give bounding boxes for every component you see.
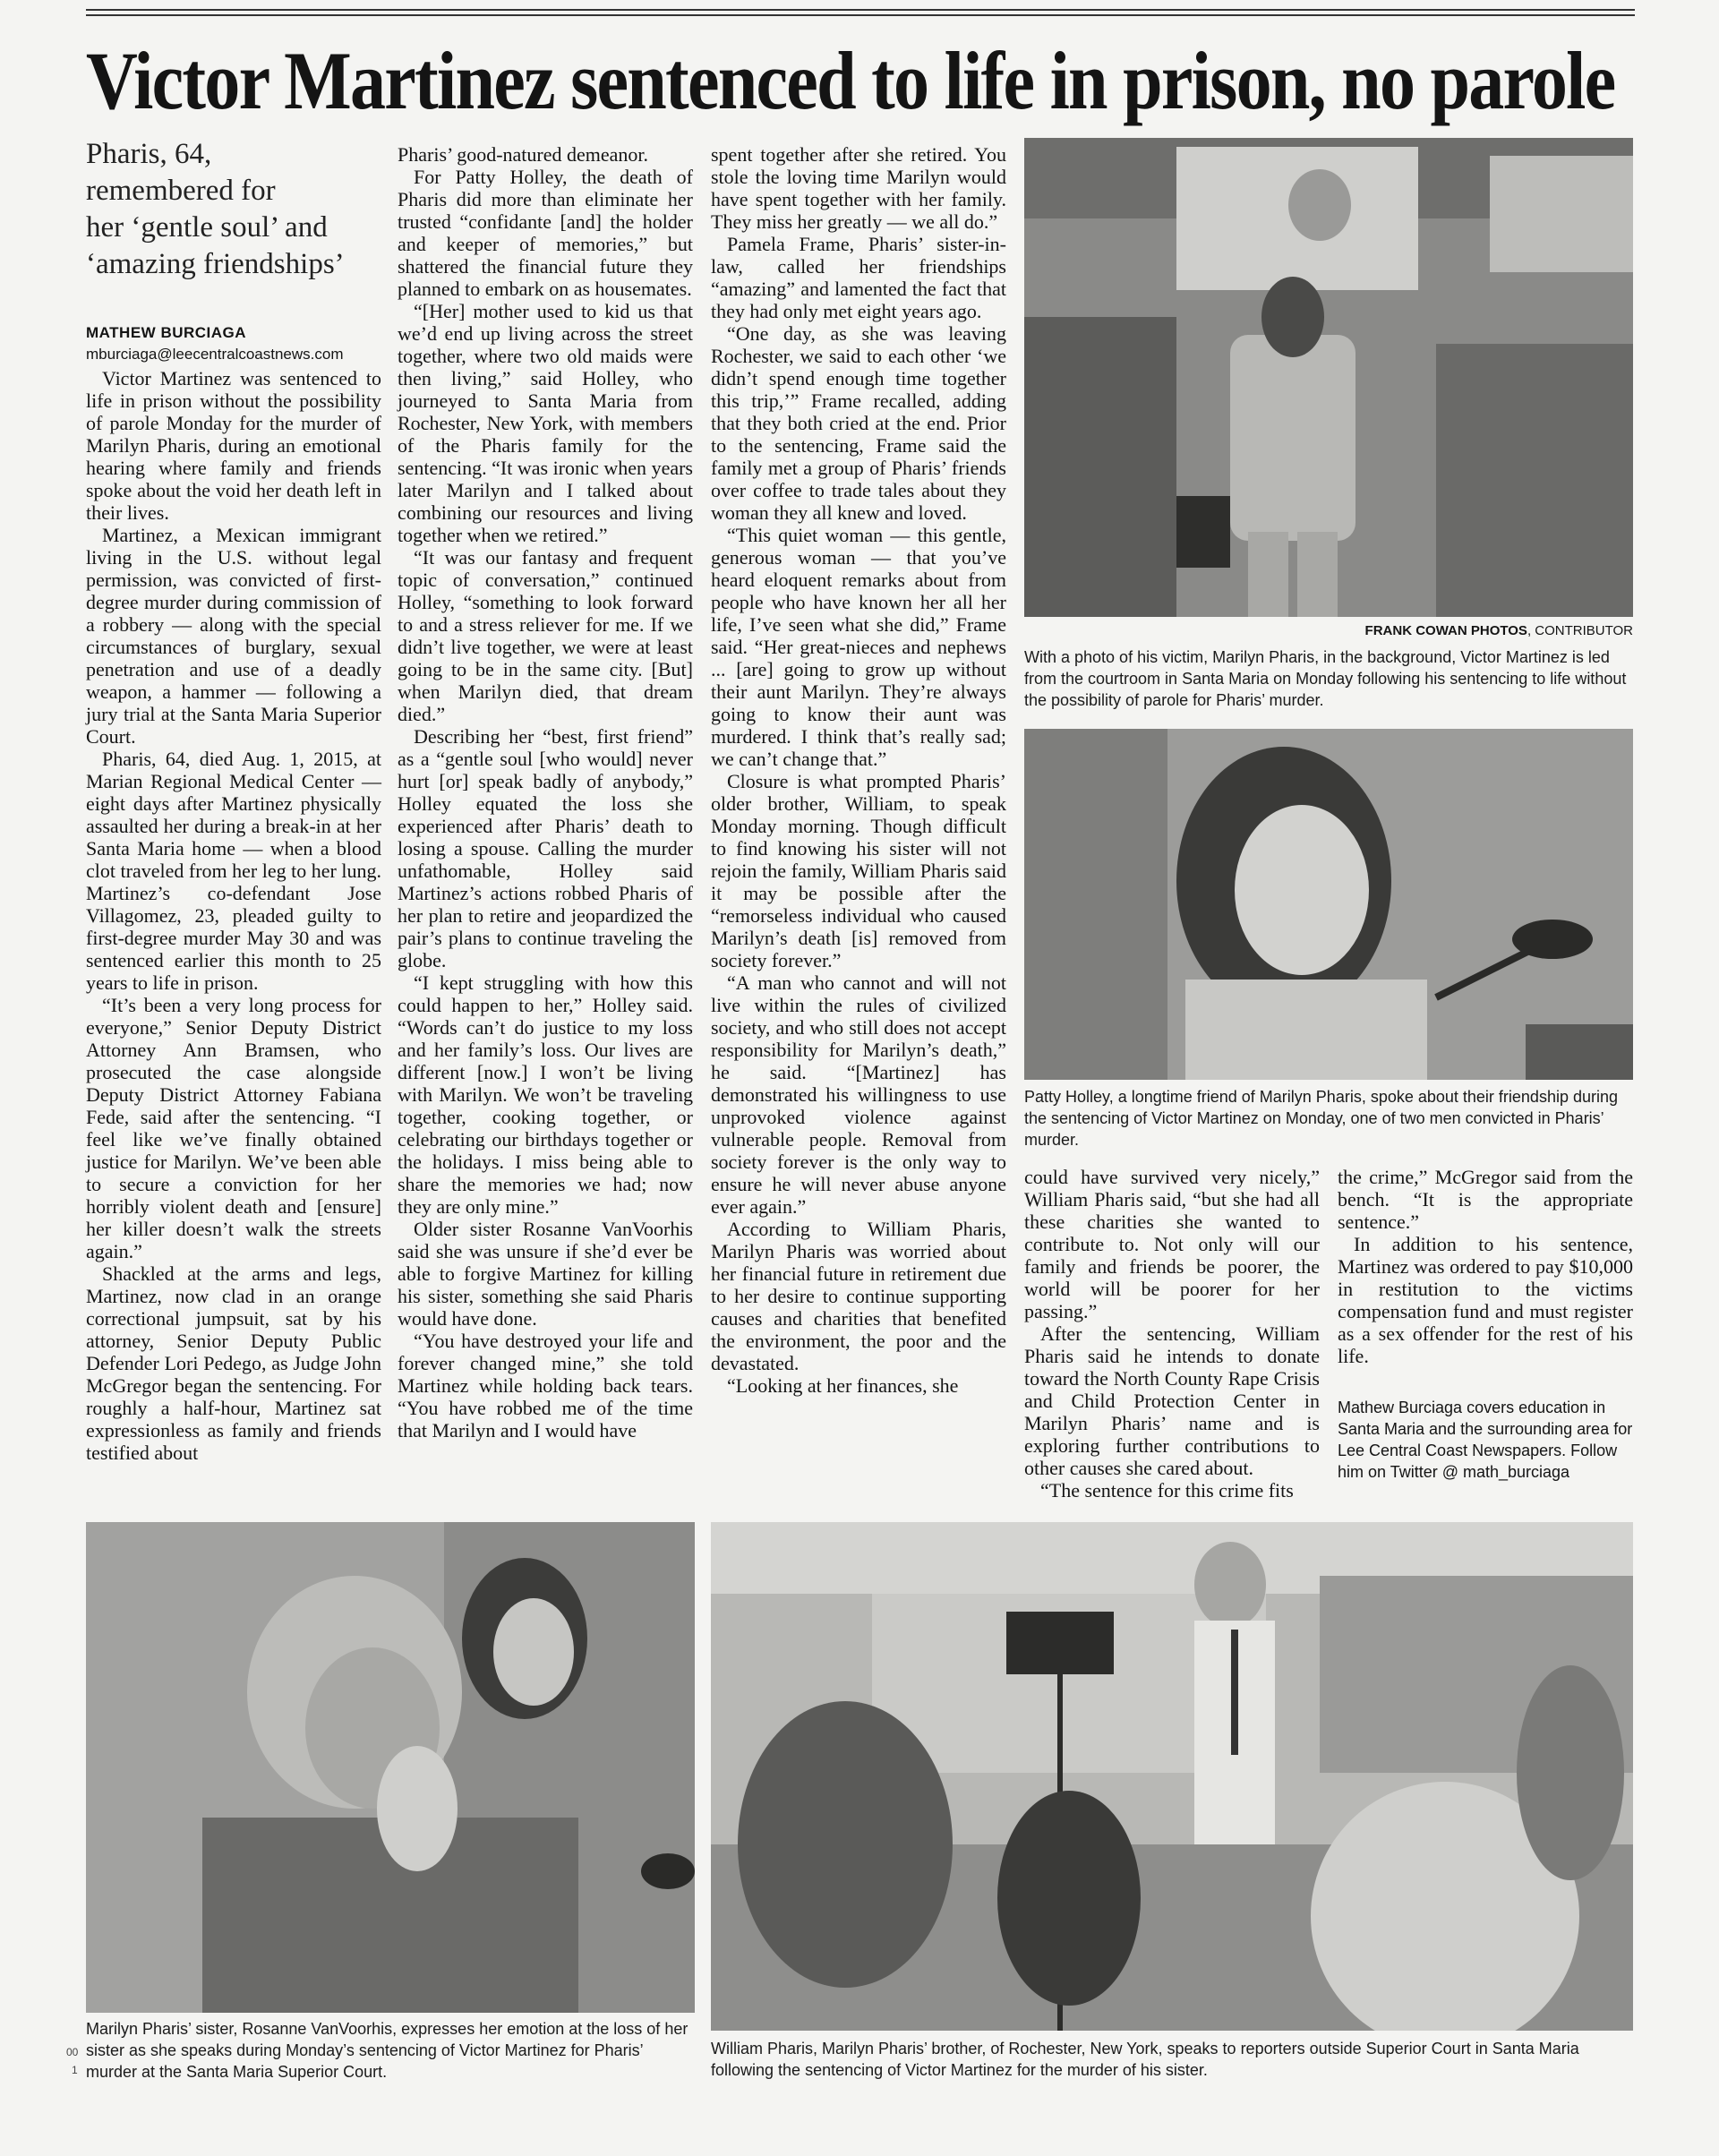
paragraph: Pharis’ good-natured demeanor. bbox=[398, 143, 649, 166]
deck-line: ‘amazing friendships’ bbox=[86, 248, 345, 280]
paragraph: “The sentence for this crime fits bbox=[1040, 1479, 1294, 1502]
top-rule-2 bbox=[86, 14, 1635, 16]
paragraph: “You have destroyed your life and forever changed mine,” she told Martinez while holding back tears. “You have robbed me of the time that Marilyn and I would have bbox=[398, 1330, 693, 1442]
paragraph: “It’s been a very long process for everyone,” Senior Deputy District Attorney Ann Bramsen, who prosecuted the case alongside Deputy District Attorney Fabiana Fede, said after the sentencing. “I feel like we’ve finally obtained justice for Marilyn. We’ve been able to secure a conviction for her horribly violent death and [ensure] her killer doesn’t walk the streets again.” bbox=[86, 994, 381, 1262]
column-3 bbox=[711, 143, 1006, 1397]
holley-photo-art bbox=[1024, 729, 1633, 1080]
paragraph: “I kept struggling with how this could happen to her,” Holley said. “Words can’t do justice to my loss and her family’s loss. Our lives are different [now.] I won’t be living with Marilyn. We won’t be traveling together, cooking together, or celebrating our birthdays together or the holidays. I miss being able to share the memories we had; now they are only mine.” bbox=[398, 971, 693, 1218]
paragraph: “A man who cannot and will not live within the rules of civilized society, and who still does not accept responsibility for Marilyn’s death,” he said. “[Martinez] has demonstrated his willingness to use unprovoked violence against vulnerable people. Removal from society forever is the only way to ensure he will never abuse anyone ever again.” bbox=[711, 971, 1006, 1218]
caption-sister: Marilyn Pharis’ sister, Rosanne VanVoorhis, expresses her emotion at the loss of her sister as she speaks during Monday’s sentencing of Victor Martinez for Pharis’ murder at the Santa Maria Superior Court. bbox=[86, 2020, 688, 2081]
paragraph: According to William Pharis, Marilyn Pharis was worried about her financial future in retirement due to her desire to continue supporting causes and charities that benefited the environment, the poor and the devastated. bbox=[711, 1218, 1006, 1374]
paragraph: spent together after she retired. You stole the loving time Marilyn would have spent together with her family. They miss her greatly — we all do.” bbox=[711, 143, 1006, 233]
paragraph: After the sentencing, William Pharis said he intends to donate toward the North County Rape Crisis and Child Protection Center in Marilyn Pharis’ name and is exploring further contributions to other causes she cared about. bbox=[1024, 1322, 1320, 1479]
paragraph: Pharis, 64, died Aug. 1, 2015, at Marian Regional Medical Center — eight days after Martinez physically assaulted her during a break-in at her Santa Maria home — when a blood clot traveled from her leg to her lung. Martinez’s co-defendant Jose Villagomez, 23, pleaded guilty to first-degree murder May 30 and was sentenced earlier this month to 25 years to life in prison. bbox=[86, 748, 381, 994]
paragraph: Closure is what prompted Pharis’ older brother, William, to speak Monday morning. Though difficult to find knowing his sister will not rejoin the family, William Pharis said it may be possible after the “remorseless individual who caused Marilyn’s death [is] removed from society forever.” bbox=[711, 770, 1006, 971]
paragraph: the crime,” McGregor said from the bench. “It is the appropriate sentence.” bbox=[1338, 1166, 1633, 1233]
paragraph: Pamela Frame, Pharis’ sister-in-law, called her friendships “amazing” and lamented the fact that they had only met eight years ago. bbox=[711, 233, 1006, 322]
column-5 bbox=[1338, 1166, 1633, 1367]
page-mark: 1 bbox=[72, 2064, 78, 2076]
paragraph: “This quiet woman — this gentle, generous woman — that you’ve heard eloquent remarks about from people who have known her all her life, I’ve seen what she did,” Frame said. “Her great-nieces and nephews ... [are] going to grow up without their aunt Marilyn. They’re always going to know their aunt was murdered. I think that’s really sad; we can’t change that.” bbox=[711, 524, 1006, 770]
paragraph: Older sister Rosanne VanVoorhis said she was unsure if she’d ever be able to forgive Martinez for killing his sister, something she said Pharis would have done. bbox=[398, 1218, 693, 1330]
holley-photo bbox=[1024, 729, 1633, 1080]
author-email[interactable]: mburciaga@leecentralcoastnews.com bbox=[86, 346, 344, 363]
deck-line: remembered for bbox=[86, 175, 276, 207]
paragraph: Describing her “best, first friend” as a “gentle soul [who would] never hurt [or] speak badly of anybody,” Holley equated the loss she experienced after Pharis’ death to losing a spouse. Calling the murder unfathomable, Holley said Martinez’s actions robbed Pharis of her plan to retire and jeopardized the pair’s plans to continue traveling the globe. bbox=[398, 725, 693, 971]
paragraph: “Looking at her finances, she bbox=[727, 1374, 959, 1397]
top-rule bbox=[86, 9, 1635, 11]
photo-credit-role: , CONTRIBUTOR bbox=[1527, 623, 1633, 638]
courtroom-photo-art bbox=[1024, 138, 1633, 617]
photo-credit bbox=[1024, 623, 1633, 638]
deck bbox=[86, 136, 381, 283]
author-tagline: Mathew Burciaga covers education in Santa Maria and the surrounding area for Lee Central Coast Newspapers. Follow him on Twitter @ math_burciaga bbox=[1338, 1399, 1633, 1481]
column-1 bbox=[86, 367, 381, 1464]
sister-photo-art bbox=[86, 1522, 695, 2013]
paragraph: For Patty Holley, the death of Pharis did more than eliminate her trusted “confidante [and] the holder and keeper of memories,” but shattered the financial future they planned to embark on as housemates. bbox=[398, 166, 693, 300]
brother-photo bbox=[711, 1522, 1633, 2031]
paragraph: Martinez, a Mexican immigrant living in the U.S. without legal permission, was convicted of first-degree murder during commission of a robbery — along with the special circumstances of burglary, sexual penetration and use of a deadly weapon, a hammer — following a jury trial at the Santa Maria Superior Court. bbox=[86, 524, 381, 748]
paragraph: could have survived very nicely,” William Pharis said, “but she had all these charities she wanted to contribute to. Not only will our family and friends be poorer, the world will be poorer for her passing.” bbox=[1024, 1166, 1320, 1322]
column-4 bbox=[1024, 1166, 1320, 1502]
caption-holley: Patty Holley, a longtime friend of Marilyn Pharis, spoke about their friendship during the sentencing of Victor Martinez on Monday, one of two men convicted in Pharis’ murder. bbox=[1024, 1088, 1619, 1149]
paragraph: “One day, as she was leaving Rochester, we said to each other ‘we didn’t spend enough time together this trip,’” Frame recalled, adding that they both cried at the end. Prior to the sentencing, Frame said the family met a group of Pharis’ friends over coffee to trade tales about they woman they all knew and loved. bbox=[711, 322, 1006, 524]
brother-photo-art bbox=[711, 1522, 1633, 2031]
byline-block bbox=[86, 324, 381, 364]
paragraph: “It was our fantasy and frequent topic of conversation,” continued Holley, “something to look forward to and a stress reliever for me. If we didn’t live together, we were at least going to be in the same city. [But] when Marilyn died, that dream died.” bbox=[398, 546, 693, 725]
page-mark: 00 bbox=[66, 2046, 79, 2058]
deck-line: her ‘gentle soul’ and bbox=[86, 211, 328, 244]
sister-photo bbox=[86, 1522, 695, 2013]
paragraph: In addition to his sentence, Martinez was ordered to pay $10,000 in restitution to the victims compensation fund and must register as a sex offender for the rest of his life. bbox=[1338, 1233, 1633, 1367]
paragraph: Shackled at the arms and legs, Martinez, now clad in an orange correctional jumpsuit, sat by his attorney, Senior Deputy Public Defender Lori Pedego, as Judge John McGregor began the sentencing. For roughly a half-hour, Martinez sat expressionless as family and friends testified about bbox=[86, 1262, 381, 1464]
paragraph: Victor Martinez was sentenced to life in prison without the possibility of parole Monday for the murder of Marilyn Pharis, during an emotional hearing where family and friends spoke about the void her death left in their lives. bbox=[86, 367, 381, 524]
headline: Victor Martinez sentenced to life in prison, no parole bbox=[86, 35, 1615, 126]
caption-brother: William Pharis, Marilyn Pharis’ brother, of Rochester, New York, speaks to reporters outside Superior Court in Santa Maria following the sentencing of Victor Martinez for the murder of his sister. bbox=[711, 2040, 1579, 2079]
photo-credit-name: FRANK COWAN PHOTOS bbox=[1364, 623, 1527, 638]
deck-line: Pharis, 64, bbox=[86, 138, 212, 170]
column-2 bbox=[398, 143, 693, 1442]
paragraph: “[Her] mother used to kid us that we’d end up living across the street together, where two old maids were then living,” said Holley, who journeyed to Santa Maria from Rochester, New York, with members of the Pharis family for the sentencing. “It was ironic when years later Marilyn and I talked about combining our resources and living together when we retired.” bbox=[398, 300, 693, 546]
caption-courtroom: With a photo of his victim, Marilyn Pharis, in the background, Victor Martinez is led from the courtroom in Santa Maria on Monday following his sentencing to life without the possibility of parole for Pharis’ murder. bbox=[1024, 648, 1627, 709]
courtroom-photo bbox=[1024, 138, 1633, 617]
byline: MATHEW BURCIAGA bbox=[86, 324, 247, 341]
